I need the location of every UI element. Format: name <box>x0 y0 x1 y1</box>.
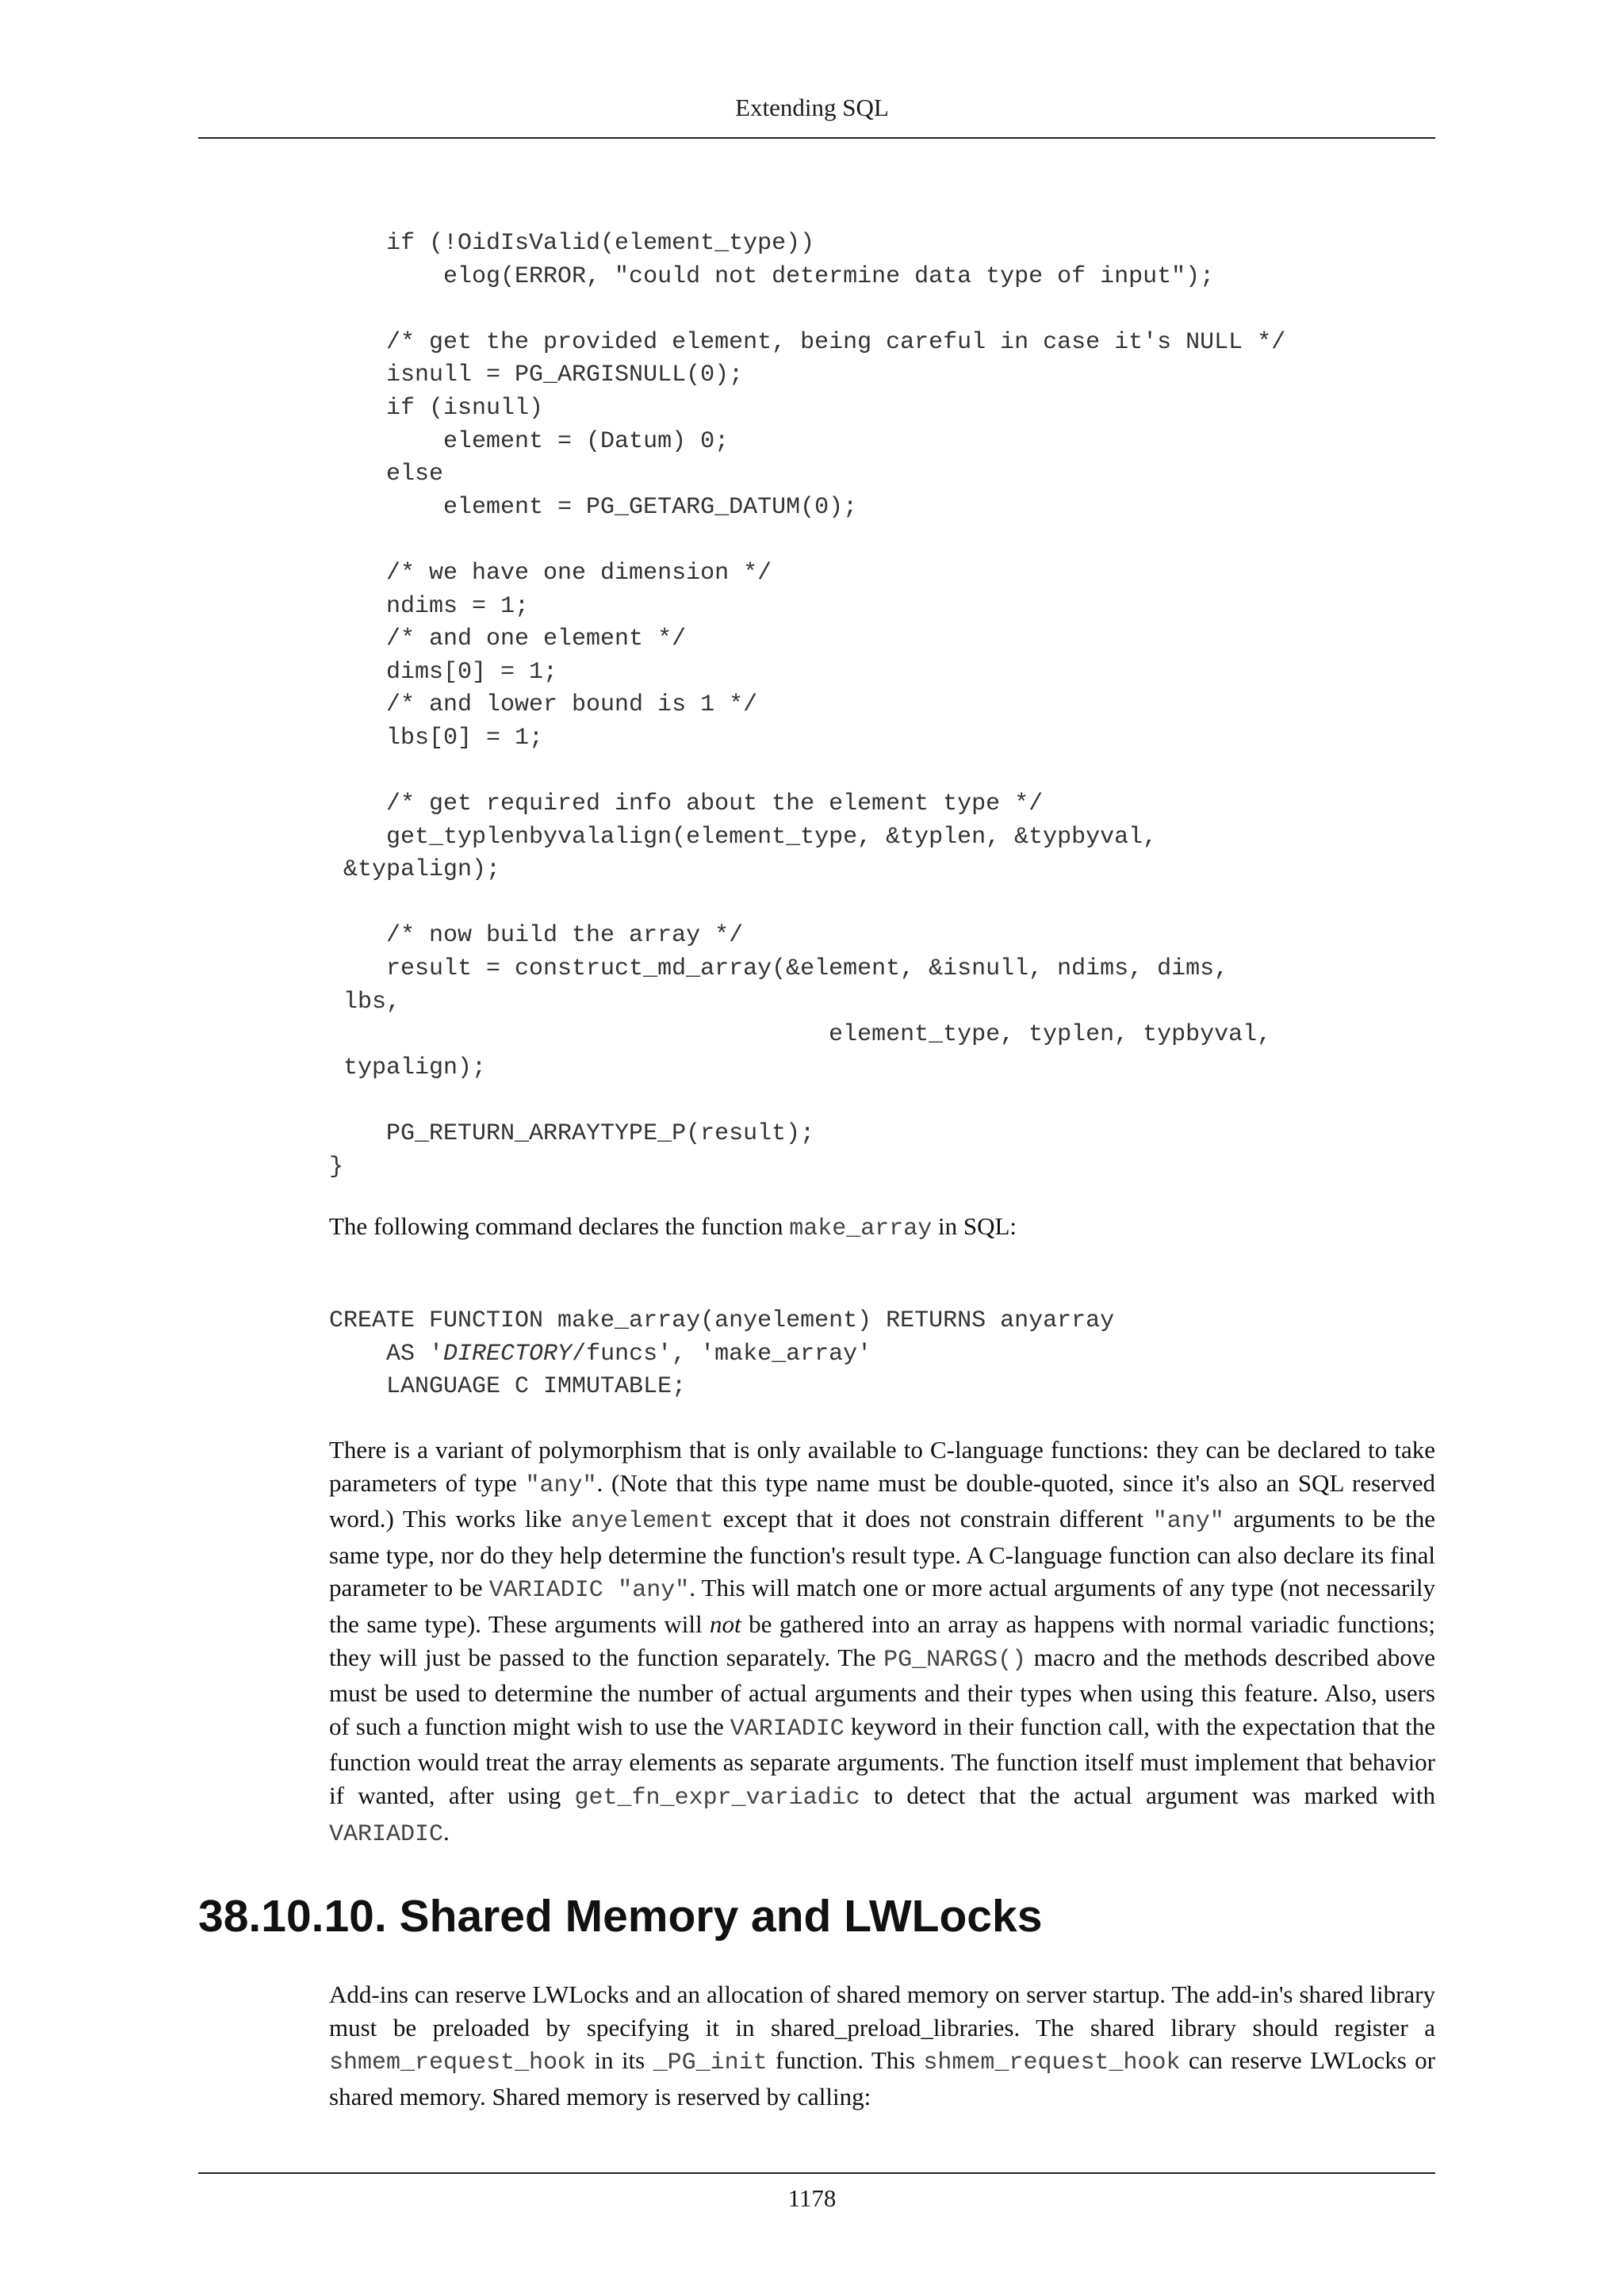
text-segment: macro and the methods described above must be used to determine the number of actual arguments and their types when using this feature. Also, users of such a function might wish to use the <box>329 1643 1435 1740</box>
inline-code: shmem_request_hook <box>923 2049 1181 2077</box>
text-segment: arguments to be the same type, nor do they help determine the function's result type. A C-language function can also declare its final parameter to be <box>329 1505 1435 1602</box>
inline-code: VARIADIC <box>730 1715 845 1743</box>
text-segment: There is a variant of polymorphism that is only available to C-language functions: they can be declared to take parameters of type <box>329 1436 1435 1497</box>
section-heading: 38.10.10. Shared Memory and LWLocks <box>198 1891 1043 1942</box>
variadic-any-paragraph <box>329 1433 1435 1851</box>
text-segment: keyword in their function call, with the expectation that the function would treat the array elements as separate arguments. The function itself must implement that behavior if wanted, after using <box>329 1712 1435 1809</box>
inline-code: get_fn_expr_variadic <box>574 1784 860 1812</box>
text-segment: Add-ins can reserve LWLocks and an allocation of shared memory on server startup. The add-in's shared library must be preloaded by specifying it in shared_preload_libraries. The shared library should register a <box>329 1980 1435 2042</box>
inline-code: anyelement <box>571 1508 714 1536</box>
inline-code: VARIADIC "any" <box>488 1577 690 1605</box>
code-line-prefix: AS ' <box>329 1340 444 1368</box>
inline-code: VARIADIC <box>329 1820 444 1848</box>
code-line: CREATE FUNCTION make_array(anyelement) RETURNS anyarray <box>329 1307 1115 1334</box>
code-line: LANGUAGE C IMMUTABLE; <box>329 1373 687 1401</box>
text-segment: in SQL: <box>932 1212 1017 1240</box>
inline-code: _PG_init <box>653 2049 768 2077</box>
inline-code: "any" <box>525 1471 597 1499</box>
text-segment: function. This <box>767 2046 924 2075</box>
inline-code: make_array <box>789 1215 933 1242</box>
c-code-listing: if (!OidIsValid(element_type)) elog(ERROR, "could not determine data type of input"); /* get the provided element, being careful in case it's NULL */ isnull = PG_ARGISNULL(0); if (isnull) element = (Datum) 0; else element = PG_GETARG_DATUM(0); /* we have one dimension */ ndims = 1; /* and one element */ dims[0] = 1; /* and lower bound is 1 */ lbs[0] = 1; /* get required info about the element type */ get_typlenbyvalalign(element_type, &typlen, &typbyval, &typalign); /* now build the array */ result = construct_md_array(&element, &isnull, ndims, dims, lbs, element_type, typlen, typbyval, typalign); PG_RETURN_ARRAYTYPE_P(result); } <box>329 230 1286 1181</box>
text-segment: can reserve LWLocks or shared memory. Shared memory is reserved by calling: <box>329 2046 1435 2110</box>
text-segment: The following command declares the function <box>329 1212 790 1240</box>
code-line-suffix: /funcs', 'make_array' <box>572 1340 872 1368</box>
code-placeholder: DIRECTORY <box>443 1340 573 1368</box>
sql-code-listing <box>329 1305 1114 1404</box>
text-segment: . (Note that this type name must be double-quoted, since it's also an SQL reserved word.) This works like <box>329 1468 1435 1533</box>
inline-code: PG_NARGS() <box>883 1646 1027 1674</box>
page-number: 1178 <box>787 2184 837 2212</box>
text-segment: to detect that the actual argument was marked with <box>860 1781 1435 1809</box>
footer-rule <box>198 2172 1435 2174</box>
text-segment: in its <box>586 2046 653 2075</box>
text-segment: . <box>443 1817 450 1846</box>
text-segment: . This will match one or more actual arguments of any type (not necessarily the same type). These arguments will <box>329 1574 1436 1638</box>
emphasis: not <box>710 1609 741 1638</box>
shared-memory-paragraph <box>329 1978 1435 2113</box>
running-header: Extending SQL <box>735 94 889 121</box>
text-segment: except that it does not constrain different <box>714 1505 1153 1533</box>
intro-paragraph <box>329 1210 1435 1246</box>
inline-code: "any" <box>1152 1508 1224 1536</box>
inline-code: shmem_request_hook <box>329 2049 587 2077</box>
header-rule <box>198 137 1435 139</box>
text-segment: be gathered into an array as happens with normal variadic functions; they will just be passed to the function separately. The <box>329 1609 1435 1671</box>
